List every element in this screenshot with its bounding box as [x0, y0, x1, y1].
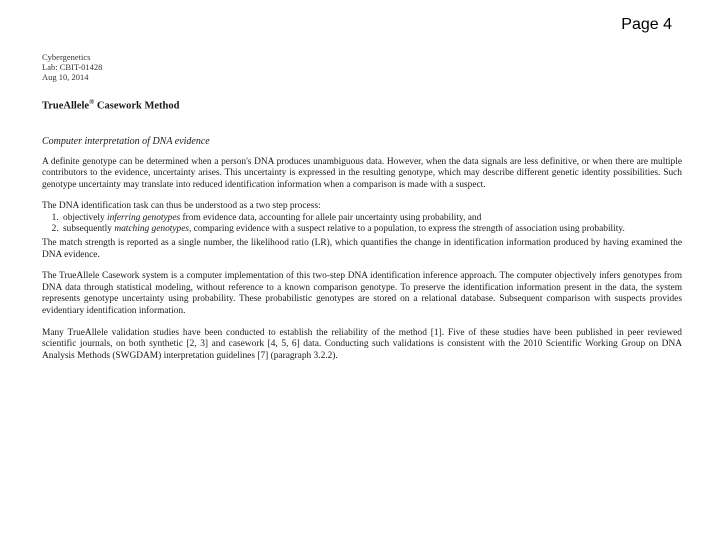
list-item-emphasis: inferring genotypes [107, 212, 181, 223]
list-item-text: objectively [63, 212, 107, 223]
list-item [61, 224, 682, 236]
header-date: Aug 10, 2014 [42, 72, 89, 82]
paragraph-genotype: A definite genotype can be determined when a person's DNA produces unambiguous data. However, when the data signals are less definitive, or when there are multiple contributors to the evidence, uncertainty arises. This uncertainty is expressed in the resulting genotype, which may describe different genetic identity possibilities. Such genotype uncertainty may translate into reduced identification information when a comparison is made with a suspect. [42, 156, 682, 190]
list-item-text: , comparing evidence with a suspect relative to a population, to express the strength of association using probability. [189, 224, 625, 235]
document-title [42, 98, 682, 112]
header-lab-number: Lab: CBIT-01428 [42, 62, 103, 72]
paragraph-casework-system: The TrueAllele Casework system is a computer implementation of this two-step DNA identification inference approach. The computer objectively infers genotypes from DNA data through statistical modeling, without reference to a known comparison genotype. To preserve the identification information present in the data, the system represents genotype uncertainty using probability. These probabilistic genotypes are stored on a relational database. Subsequent comparison with suspects provides evidentiary identification information. [42, 271, 682, 317]
paragraph-validation: Many TrueAllele validation studies have been conducted to establish the reliability of the method [1]. Five of these studies have been published in peer reviewed scientific journals, on both synthetic [2, 3] and casework [4, 5, 6] data. Conducting such validations is consistent with the 2010 Scientific Working Group on DNA Analysis Methods (SWGDAM) interpretation guidelines [7] (paragraph 3.2.2). [42, 327, 682, 361]
list-item [61, 213, 682, 225]
registered-mark: ® [89, 98, 95, 106]
list-item-text: subsequently [63, 224, 115, 235]
list-item-emphasis: matching genotypes [114, 224, 190, 235]
document-body [42, 52, 682, 362]
list-item-text: from evidence data, accounting for allele pair uncertainty using probability, and [180, 212, 482, 223]
header-company: Cybergenetics [42, 52, 91, 62]
two-step-list [42, 213, 682, 236]
section-heading: Computer interpretation of DNA evidence [42, 135, 210, 147]
title-main: TrueAllele [42, 100, 90, 112]
page-number: Page 4 [621, 16, 672, 33]
document-header [42, 52, 682, 82]
title-rest: Casework Method [94, 100, 180, 112]
paragraph-match-strength: The match strength is reported as a single number, the likelihood ratio (LR), which quantifies the change in identification information produced by having examined the DNA evidence. [42, 238, 682, 260]
paragraph-two-step-intro: The DNA identification task can thus be understood as a two step process: [42, 201, 321, 212]
